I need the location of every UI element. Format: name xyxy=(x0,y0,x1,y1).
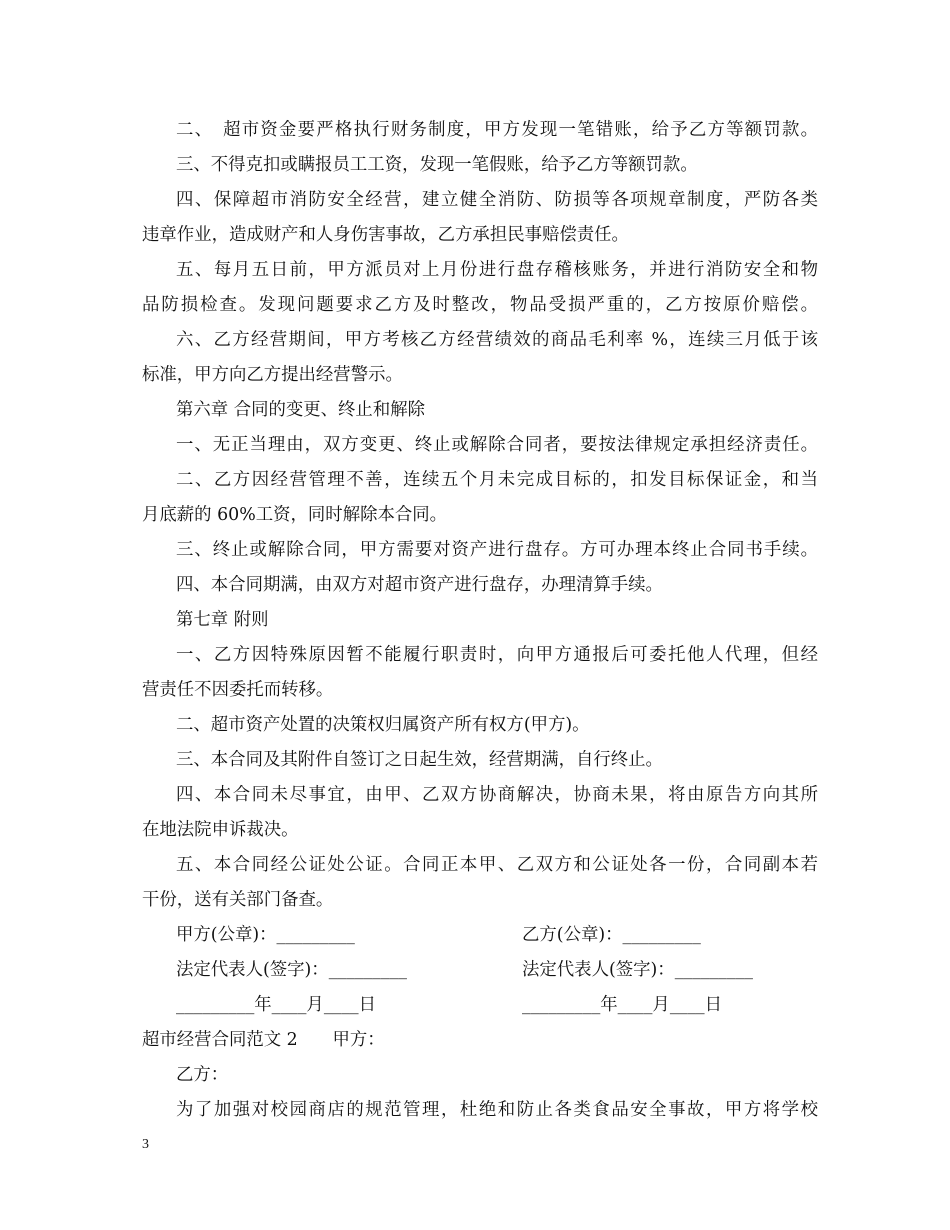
chapter-heading: 第七章 附则 xyxy=(176,610,269,630)
next-document-title: 超市经营合同范文 2 甲方： xyxy=(142,1030,385,1050)
page-number: 3 xyxy=(142,1137,149,1152)
paragraph-line: 三、终止或解除合同，甲方需要对资产进行盘存。方可办理本终止合同书手续。 xyxy=(176,540,818,560)
party-b-seal-field: 乙方(公章)：_________ xyxy=(522,925,701,945)
paragraph-line: 违章作业，造成财产和人身伤害事故，乙方承担民事赔偿责任。 xyxy=(142,225,629,245)
paragraph-line: 干份，送有关部门备查。 xyxy=(142,890,334,910)
paragraph-line: 四、本合同期满，由双方对超市资产进行盘存，办理清算手续。 xyxy=(176,575,663,595)
paragraph-line: 二、超市资产处置的决策权归属资产所有权方(甲方)。 xyxy=(176,715,590,735)
paragraph-line: 四、保障超市消防安全经营，建立健全消防、防损等各项规章制度，严防各类 xyxy=(176,190,818,210)
paragraph-line: 五、每月五日前，甲方派员对上月份进行盘存稽核账务，并进行消防安全和物 xyxy=(176,260,818,280)
paragraph-line: 标准，甲方向乙方提出经营警示。 xyxy=(142,365,403,385)
paragraph-line: 三、不得克扣或瞒报员工工资，发现一笔假账，给予乙方等额罚款。 xyxy=(176,155,698,175)
chapter-heading: 第六章 合同的变更、终止和解除 xyxy=(176,400,425,420)
party-a-seal-field: 甲方(公章)：_________ xyxy=(176,925,355,945)
party-b-representative-field: 法定代表人(签字)：_________ xyxy=(522,960,753,980)
paragraph-line: 一、乙方因特殊原因暂不能履行职责时，向甲方通报后可委托他人代理，但经 xyxy=(176,645,818,665)
paragraph-line: 月底薪的 60%工资，同时解除本合同。 xyxy=(142,505,448,525)
paragraph-line: 二、乙方因经营管理不善，连续五个月未完成目标的，扣发目标保证金，和当 xyxy=(176,470,818,490)
party-a-representative-field: 法定代表人(签字)：_________ xyxy=(176,960,407,980)
next-document-intro: 为了加强对校园商店的规范管理，杜绝和防止各类食品安全事故，甲方将学校 xyxy=(176,1100,818,1120)
paragraph-line: 六、乙方经营期间，甲方考核乙方经营绩效的商品毛利率 %，连续三月低于该 xyxy=(176,330,818,350)
paragraph-line: 品防损检查。发现问题要求乙方及时整改，物品受损严重的，乙方按原价赔偿。 xyxy=(142,295,818,315)
paragraph-line: 营责任不因委托而转移。 xyxy=(142,680,334,700)
paragraph-line: 三、本合同及其附件自签订之日起生效，经营期满，自行终止。 xyxy=(176,750,663,770)
paragraph-line: 在地法院申诉裁决。 xyxy=(142,820,299,840)
party-a-date-field: _________年____月____日 xyxy=(176,995,376,1015)
paragraph-line: 四、本合同未尽事宜，由甲、乙双方协商解决，协商未果，将由原告方向其所 xyxy=(176,785,818,805)
paragraph-line: 二、 超市资金要严格执行财务制度，甲方发现一笔错账，给予乙方等额罚款。 xyxy=(176,120,818,140)
paragraph-line: 一、无正当理由，双方变更、终止或解除合同者，要按法律规定承担经济责任。 xyxy=(176,435,818,455)
paragraph-line: 五、本合同经公证处公证。合同正本甲、乙双方和公证处各一份，合同副本若 xyxy=(176,855,818,875)
party-b-date-field: _________年____月____日 xyxy=(522,995,722,1015)
next-document-party-b: 乙方： xyxy=(176,1065,229,1085)
